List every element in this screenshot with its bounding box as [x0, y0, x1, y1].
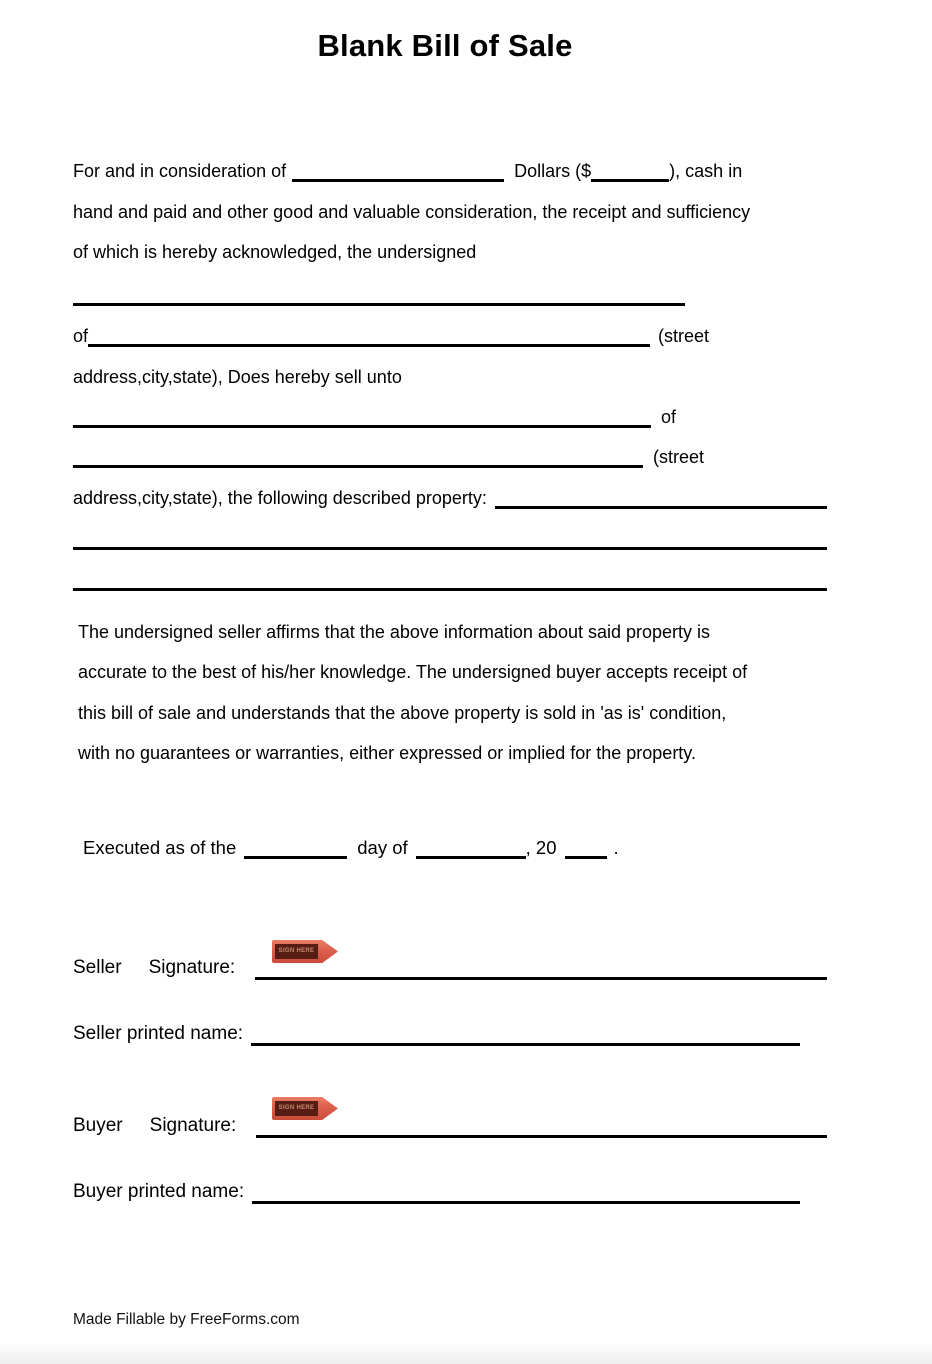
property-prefix-text: address,city,state), the following described property: — [73, 488, 487, 508]
sign-here-label: SIGN HERE — [275, 944, 318, 959]
seller-word: Seller — [73, 957, 122, 978]
seller-address-line-2 — [73, 366, 402, 388]
buyer-signature-row — [73, 1114, 827, 1138]
intro-line-3 — [73, 241, 476, 263]
intro-text-before-amount: For and in consideration of — [73, 161, 287, 181]
seller-printed-name-row — [73, 1022, 800, 1046]
affirmation-line-3 — [78, 702, 726, 724]
consideration-amount-field[interactable] — [292, 174, 504, 182]
page-bottom-edge — [0, 1342, 932, 1364]
intro-text-line3: of which is hereby acknowledged, the undersigned — [73, 242, 477, 262]
page-title: Blank Bill of Sale — [317, 28, 573, 63]
execution-month-field[interactable] — [416, 851, 526, 859]
buyer-of-suffix: of — [661, 407, 677, 427]
seller-street-suffix: (street — [658, 326, 710, 346]
seller-signature-field[interactable] — [255, 972, 827, 980]
affirmation-line-4 — [78, 742, 696, 764]
intro-text-line2: hand and paid and other good and valuable consideration, the receipt and sufficiency — [73, 202, 751, 222]
seller-printed-label: Seller printed name: — [73, 1023, 244, 1044]
affirmation-text-3: this bill of sale and understands that the above property is sold in 'as is' condition, — [78, 703, 727, 723]
affirmation-line-1 — [78, 621, 710, 643]
seller-signature-word: Signature: — [148, 957, 236, 978]
buyer-word: Buyer — [73, 1115, 123, 1136]
execution-day-field[interactable] — [244, 851, 347, 859]
affirmation-line-2 — [78, 661, 747, 683]
execution-dayof-text: day of — [357, 837, 408, 858]
execution-year-prefix: , 20 — [525, 837, 557, 858]
buyer-street-suffix: (street — [653, 447, 705, 467]
intro-line-1 — [73, 160, 742, 182]
buyer-name-line — [73, 406, 676, 428]
execution-year-field[interactable] — [565, 851, 607, 859]
execution-line — [83, 837, 619, 859]
affirmation-text-4: with no guarantees or warranties, either expressed or implied for the property. — [78, 743, 696, 763]
seller-address-text: address,city,state), Does hereby sell unto — [73, 367, 402, 387]
buyer-printed-name-field[interactable] — [252, 1196, 800, 1204]
intro-text-dollars: Dollars ($ — [514, 161, 592, 181]
execution-terminator: . — [613, 837, 619, 858]
execution-prefix-text: Executed as of the — [83, 837, 237, 858]
property-line — [73, 487, 827, 509]
buyer-printed-name-row — [73, 1180, 800, 1204]
property-description-line2-field[interactable] — [73, 547, 827, 550]
undersigned-name-field[interactable] — [73, 303, 685, 306]
footer-credit: Made Fillable by FreeForms.com — [73, 1311, 300, 1328]
seller-signature-row — [73, 956, 827, 980]
seller-printed-name-field[interactable] — [251, 1038, 800, 1046]
seller-of-prefix: of — [73, 326, 89, 346]
property-description-field[interactable] — [495, 501, 827, 509]
buyer-address-line — [73, 446, 704, 468]
affirmation-text-1: The undersigned seller affirms that the above information about said property is — [78, 622, 711, 642]
buyer-address-field[interactable] — [73, 460, 643, 468]
buyer-signature-word: Signature: — [149, 1115, 237, 1136]
intro-line-2 — [73, 201, 750, 223]
buyer-signature-field[interactable] — [256, 1130, 827, 1138]
intro-text-after-amount: ), cash in — [669, 161, 743, 181]
buyer-printed-label: Buyer printed name: — [73, 1181, 245, 1202]
buyer-name-field[interactable] — [73, 420, 651, 428]
seller-address-line — [73, 325, 709, 347]
dollar-amount-field[interactable] — [591, 174, 669, 182]
affirmation-text-2: accurate to the best of his/her knowledge. The undersigned buyer accepts receipt of — [78, 662, 748, 682]
property-description-line3-field[interactable] — [73, 588, 827, 591]
seller-address-field[interactable] — [88, 339, 650, 347]
sign-here-label: SIGN HERE — [275, 1101, 318, 1116]
